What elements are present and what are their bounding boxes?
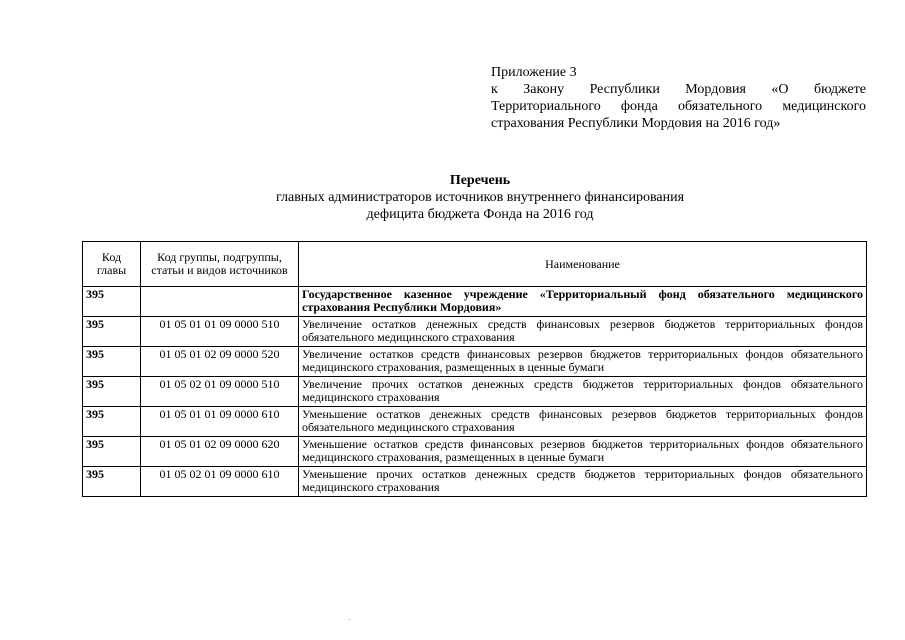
row-source-code: 01 05 01 01 09 0000 510 <box>141 317 299 347</box>
row-name: Уменьшение остатков денежных средств финансовых резервов бюджетов территориальных фондов обязательного медицинского страхования <box>299 407 867 437</box>
document-title: Перечень <box>449 173 511 188</box>
header-name: Наименование <box>299 242 867 287</box>
table-row <box>83 407 867 437</box>
sources-table <box>82 241 867 497</box>
row-source-code: 01 05 01 01 09 0000 610 <box>141 407 299 437</box>
table-row <box>83 467 867 497</box>
document-subtitle-line1: главных администраторов источников внутреннего финансирования <box>275 190 685 205</box>
row-chapter-code: 395 <box>83 467 141 497</box>
appendix-number: Приложение 3 <box>491 65 577 80</box>
document-subtitle-line2: дефицита бюджета Фонда на 2016 год <box>366 207 594 222</box>
row-chapter-code: 395 <box>83 347 141 377</box>
row-chapter-code: 395 <box>83 407 141 437</box>
appendix-header <box>491 64 866 132</box>
row-chapter-code: 395 <box>83 287 141 317</box>
row-name: Увеличение остатков денежных средств финансовых резервов бюджетов территориальных фондов обязательного медицинского страхования <box>299 317 867 347</box>
header-chapter-code: Код главы <box>83 242 141 287</box>
row-source-code: 01 05 02 01 09 0000 510 <box>141 377 299 407</box>
scan-speck <box>349 619 350 620</box>
row-name: Государственное казенное учреждение «Территориальный фонд обязательного медицинского страхования Республики Мордовия» <box>299 287 867 317</box>
appendix-law-ref-cont: Территориального фонда обязательного медицинского <box>491 99 866 114</box>
row-source-code: 01 05 01 02 09 0000 520 <box>141 347 299 377</box>
row-name: Уменьшение остатков средств финансовых резервов бюджетов территориальных фондов обязательного медицинского страхования, размещенных в ценные бумаги <box>299 437 867 467</box>
row-name: Увеличение остатков средств финансовых резервов бюджетов территориальных фондов обязательного медицинского страхования, размещенных в ценные бумаги <box>299 347 867 377</box>
appendix-law-ref-end: страхования Республики Мордовия на 2016 год» <box>491 116 781 131</box>
row-chapter-code: 395 <box>83 317 141 347</box>
table-header-row <box>83 242 867 287</box>
row-name: Уменьшение прочих остатков денежных средств бюджетов территориальных фондов обязательного медицинского страхования <box>299 467 867 497</box>
row-chapter-code: 395 <box>83 377 141 407</box>
document-heading <box>200 172 760 223</box>
row-chapter-code: 395 <box>83 437 141 467</box>
table-row <box>83 437 867 467</box>
header-group-code: Код группы, подгруппы, статьи и видов источников <box>141 242 299 287</box>
table-row <box>83 377 867 407</box>
table-row <box>83 317 867 347</box>
row-name: Увеличение прочих остатков денежных средств бюджетов территориальных фондов обязательного медицинского страхования <box>299 377 867 407</box>
table-row <box>83 347 867 377</box>
appendix-law-ref: к Закону Республики Мордовия «О бюджете <box>491 82 866 97</box>
row-source-code: 01 05 02 01 09 0000 610 <box>141 467 299 497</box>
table-row <box>83 287 867 317</box>
row-source-code: 01 05 01 02 09 0000 620 <box>141 437 299 467</box>
row-source-code <box>141 287 299 317</box>
